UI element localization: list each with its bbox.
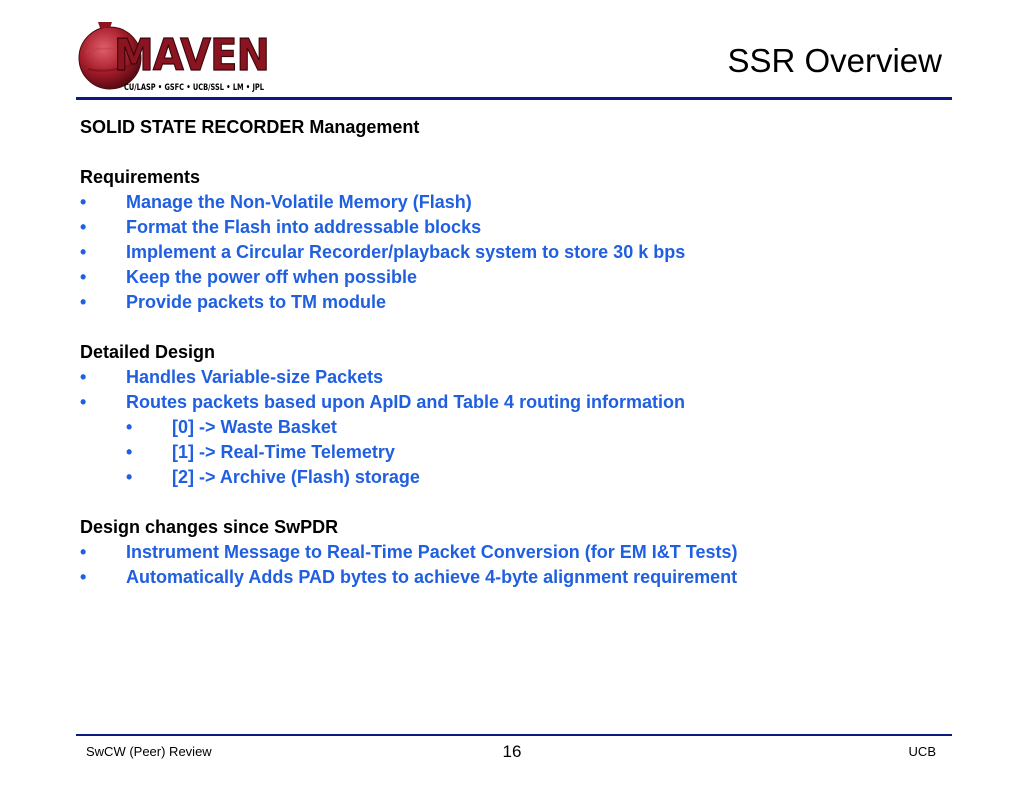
list-item: • Provide packets to TM module [80, 290, 960, 315]
footer-right-text: UCB [908, 744, 936, 759]
list-item: • Implement a Circular Recorder/playback system to store 30 k bps [80, 240, 960, 265]
footer-divider [76, 734, 952, 736]
list-item: • Format the Flash into addressable blocks [80, 215, 960, 240]
bullet-icon: • [80, 267, 87, 287]
sub-list-item: • [0] -> Waste Basket [80, 415, 960, 440]
bullet-icon: • [80, 292, 87, 312]
bullet-icon: • [80, 192, 87, 212]
maven-logo [76, 14, 276, 96]
bullet-icon: • [126, 417, 133, 437]
list-item: • Manage the Non-Volatile Memory (Flash) [80, 190, 960, 215]
list-item: • Routes packets based upon ApID and Table 4 routing information [80, 390, 960, 415]
list-item: • Automatically Adds PAD bytes to achieve 4-byte alignment requirement [80, 565, 960, 590]
footer-left-text: SwCW (Peer) Review [86, 744, 212, 759]
bullet-icon: • [80, 392, 87, 412]
sub-list-item: • [2] -> Archive (Flash) storage [80, 465, 960, 490]
bullet-icon: • [126, 467, 133, 487]
bullet-icon: • [80, 367, 87, 387]
list-item: • Handles Variable-size Packets [80, 365, 960, 390]
slide-content [80, 115, 960, 590]
bullet-icon: • [80, 567, 87, 587]
detailed-design-heading: Detailed Design [80, 342, 216, 362]
bullet-icon: • [126, 442, 133, 462]
sub-list-item: • [1] -> Real-Time Telemetry [80, 440, 960, 465]
logo-wordmark: MAVEN [114, 30, 269, 81]
bullet-icon: • [80, 217, 87, 237]
list-item: • Instrument Message to Real-Time Packet Conversion (for EM I&T Tests) [80, 540, 960, 565]
main-heading: SOLID STATE RECORDER Management [80, 117, 420, 137]
header-divider [76, 97, 952, 100]
bullet-icon: • [80, 242, 87, 262]
requirements-heading: Requirements [80, 167, 201, 187]
logo-tagline: CU/LASP • GSFC • UCB/SSL • LM • JPL [124, 83, 265, 93]
bullet-icon: • [80, 542, 87, 562]
page-title: SSR Overview [727, 42, 942, 79]
list-item: • Keep the power off when possible [80, 265, 960, 290]
design-changes-heading: Design changes since SwPDR [80, 517, 339, 537]
page-number: 16 [502, 742, 522, 761]
